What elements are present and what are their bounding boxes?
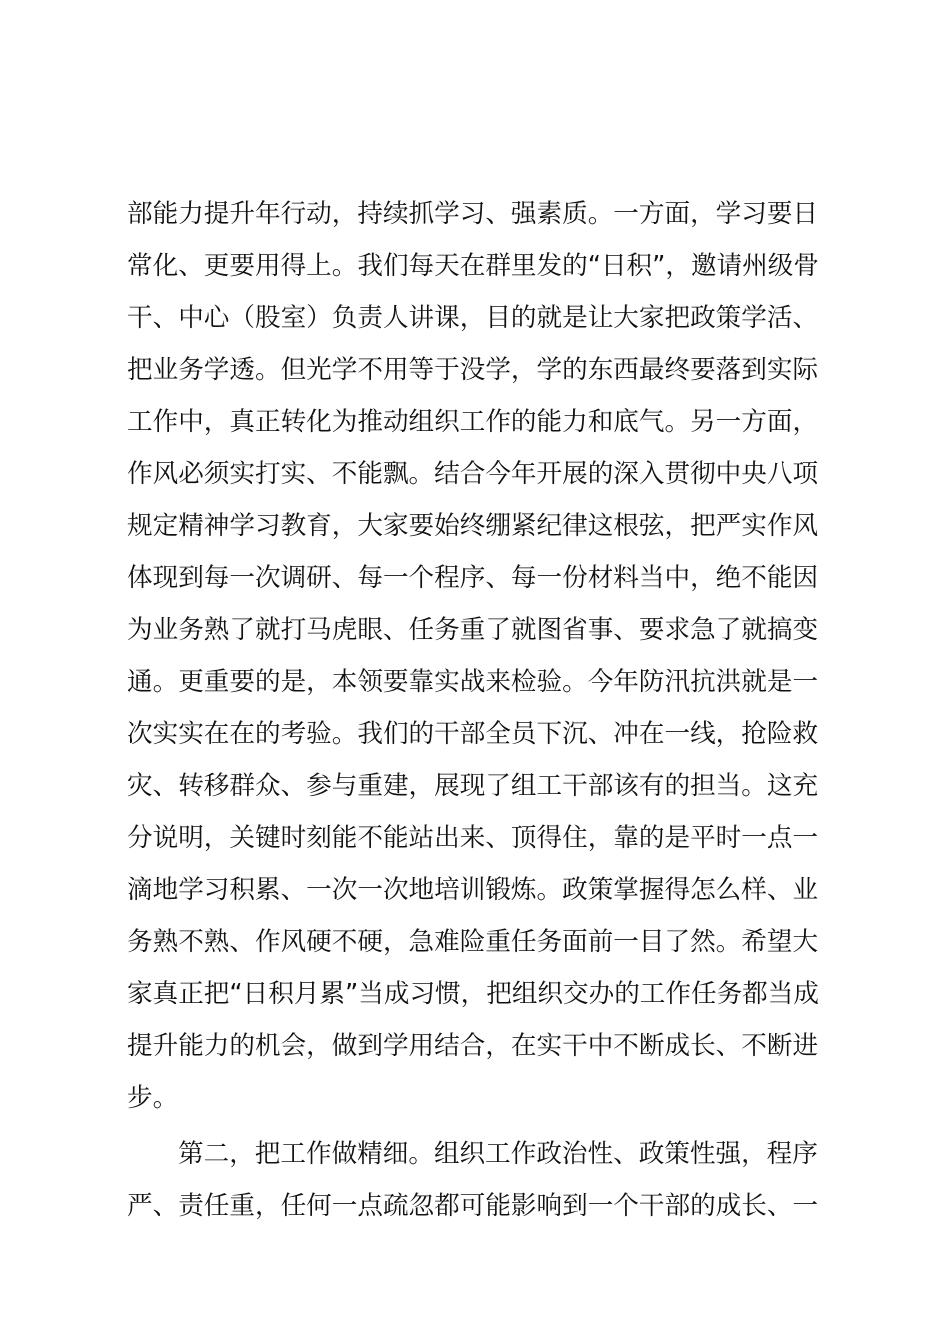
paragraph-line: 通。更重要的是，本领要靠实战来检验。今年防汛抗洪就是一 <box>127 667 819 697</box>
document-body <box>127 188 827 1232</box>
paragraph-line: 分说明，关键时刻能不能站出来、顶得住，靠的是平时一点一 <box>127 823 819 853</box>
paragraph-line: 把业务学透。但光学不用等于没学，学的东西最终要落到实际 <box>127 355 819 385</box>
paragraph-line: 常化、更要用得上。我们每天在群里发的“日积”，邀请州级骨 <box>127 251 819 281</box>
paragraph-line: 家真正把“日积月累”当成习惯，把组织交办的工作任务都当成 <box>127 979 819 1009</box>
paragraph-line: 滴地学习积累、一次一次地培训锻炼。政策掌握得怎么样、业 <box>127 875 819 905</box>
paragraph-line: 严、责任重，任何一点疏忽都可能影响到一个干部的成长、一 <box>127 1191 819 1221</box>
paragraph-2 <box>127 1128 827 1232</box>
paragraph-line: 次实实在在的考验。我们的干部全员下沉、冲在一线，抢险救 <box>127 719 819 749</box>
paragraph-line: 工作中，真正转化为推动组织工作的能力和底气。另一方面， <box>127 407 819 437</box>
paragraph-line: 作风必须实打实、不能飘。结合今年开展的深入贯彻中央八项 <box>127 459 819 489</box>
paragraph-line: 体现到每一次调研、每一个程序、每一份材料当中，绝不能因 <box>127 563 819 593</box>
paragraph-line: 规定精神学习教育，大家要始终绷紧纪律这根弦，把严实作风 <box>127 511 819 541</box>
paragraph-line: 提升能力的机会，做到学用结合，在实干中不断成长、不断进 <box>127 1031 819 1061</box>
paragraph-line: 灾、转移群众、参与重建，展现了组工干部该有的担当。这充 <box>127 771 819 801</box>
paragraph-1 <box>127 188 827 1124</box>
paragraph-line: 务熟不熟、作风硬不硬，急难险重任务面前一目了然。希望大 <box>127 927 819 957</box>
paragraph-line: 步。 <box>127 1083 179 1113</box>
paragraph-line: 部能力提升年行动，持续抓学习、强素质。一方面，学习要日 <box>127 199 819 229</box>
paragraph-line: 干、中心（股室）负责人讲课，目的就是让大家把政策学活、 <box>127 303 819 333</box>
paragraph-line: 第二，把工作做精细。组织工作政治性、政策性强，程序 <box>178 1139 818 1169</box>
paragraph-line: 为业务熟了就打马虎眼、任务重了就图省事、要求急了就搞变 <box>127 615 819 645</box>
